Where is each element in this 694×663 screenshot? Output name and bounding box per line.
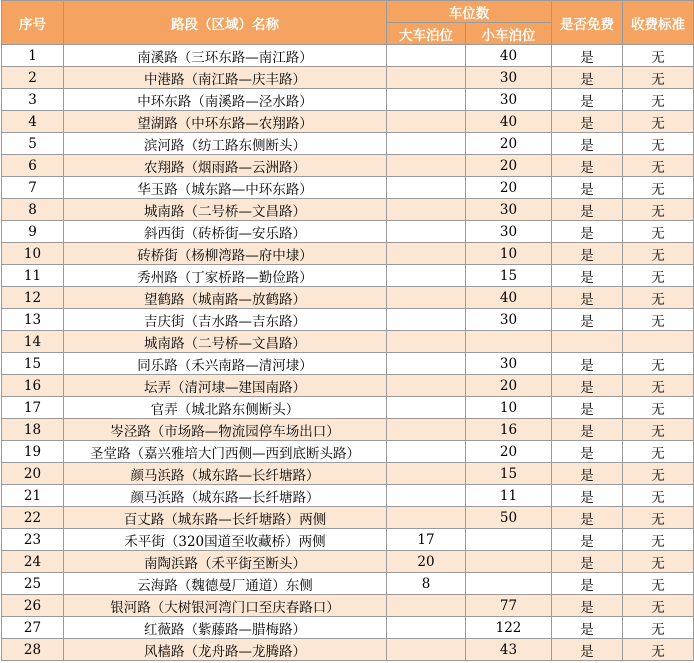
- table-row: [2, 155, 694, 177]
- cell-index: 6: [2, 155, 64, 177]
- table-header: [2, 1, 694, 45]
- cell-big: [387, 155, 466, 177]
- cell-fee: 无: [623, 287, 694, 309]
- cell-road: 斜西街（砖桥街—安乐路）: [64, 221, 387, 243]
- cell-small: 30: [466, 221, 552, 243]
- cell-big: [387, 331, 466, 353]
- table-row: [2, 595, 694, 617]
- cell-road: 砖桥街（杨柳湾路—府中埭）: [64, 243, 387, 265]
- cell-index: 23: [2, 529, 64, 551]
- table-row: [2, 177, 694, 199]
- table-row: [2, 331, 694, 353]
- cell-index: 2: [2, 67, 64, 89]
- cell-index: 7: [2, 177, 64, 199]
- table-row: [2, 551, 694, 573]
- cell-fee: 无: [623, 375, 694, 397]
- cell-free: 是: [552, 309, 623, 331]
- cell-index: 4: [2, 111, 64, 133]
- cell-road: 望鹤路（城南路—放鹤路）: [64, 287, 387, 309]
- cell-fee: [623, 331, 694, 353]
- cell-index: 3: [2, 89, 64, 111]
- cell-free: 是: [552, 375, 623, 397]
- cell-index: 11: [2, 265, 64, 287]
- table-row: [2, 573, 694, 595]
- cell-free: 是: [552, 67, 623, 89]
- cell-index: 18: [2, 419, 64, 441]
- cell-free: 是: [552, 45, 623, 67]
- cell-big: [387, 265, 466, 287]
- cell-fee: 无: [623, 67, 694, 89]
- cell-fee: 无: [623, 353, 694, 375]
- cell-big: 20: [387, 551, 466, 573]
- cell-fee: 无: [623, 441, 694, 463]
- cell-road: 望湖路（中环东路—农翔路）: [64, 111, 387, 133]
- cell-big: [387, 375, 466, 397]
- cell-free: 是: [552, 265, 623, 287]
- cell-small: 30: [466, 89, 552, 111]
- table-row: [2, 243, 694, 265]
- cell-free: 是: [552, 507, 623, 529]
- cell-small: 30: [466, 199, 552, 221]
- cell-free: 是: [552, 551, 623, 573]
- cell-small: 10: [466, 243, 552, 265]
- cell-fee: 无: [623, 419, 694, 441]
- cell-big: [387, 89, 466, 111]
- cell-index: 8: [2, 199, 64, 221]
- cell-free: 是: [552, 419, 623, 441]
- cell-free: 是: [552, 595, 623, 617]
- cell-big: [387, 287, 466, 309]
- cell-road: 官弄（城北路东侧断头）: [64, 397, 387, 419]
- cell-free: 是: [552, 353, 623, 375]
- table-row: [2, 353, 694, 375]
- cell-big: [387, 45, 466, 67]
- cell-small: 77: [466, 595, 552, 617]
- cell-road: 云海路（魏德曼厂通道）东侧: [64, 573, 387, 595]
- cell-big: [387, 595, 466, 617]
- cell-small: 20: [466, 155, 552, 177]
- cell-free: 是: [552, 617, 623, 639]
- cell-fee: 无: [623, 221, 694, 243]
- cell-road: 百丈路（城东路—长纤塘路）两侧: [64, 507, 387, 529]
- header-big: 大车泊位: [387, 23, 466, 45]
- cell-small: 20: [466, 375, 552, 397]
- cell-fee: 无: [623, 89, 694, 111]
- cell-road: 风樯路（龙舟路—龙腾路）: [64, 639, 387, 661]
- cell-road: 圣堂路（嘉兴雅培大门西侧—西到底断头路）: [64, 441, 387, 463]
- cell-free: 是: [552, 177, 623, 199]
- cell-small: [466, 331, 552, 353]
- cell-small: 20: [466, 177, 552, 199]
- cell-road: 华玉路（城东路—中环东路）: [64, 177, 387, 199]
- cell-index: 10: [2, 243, 64, 265]
- cell-index: 12: [2, 287, 64, 309]
- cell-index: 28: [2, 639, 64, 661]
- table-row: [2, 419, 694, 441]
- cell-fee: 无: [623, 133, 694, 155]
- cell-big: [387, 441, 466, 463]
- table-row: [2, 397, 694, 419]
- cell-fee: 无: [623, 463, 694, 485]
- cell-fee: 无: [623, 551, 694, 573]
- cell-fee: 无: [623, 111, 694, 133]
- cell-index: 17: [2, 397, 64, 419]
- header-small: 小车泊位: [466, 23, 552, 45]
- cell-road: 中港路（南江路—庆丰路）: [64, 67, 387, 89]
- cell-small: 40: [466, 111, 552, 133]
- cell-road: 秀州路（丁家桥路—勤俭路）: [64, 265, 387, 287]
- cell-free: 是: [552, 639, 623, 661]
- table-row: [2, 529, 694, 551]
- cell-big: [387, 309, 466, 331]
- cell-fee: 无: [623, 265, 694, 287]
- cell-big: [387, 111, 466, 133]
- cell-fee: 无: [623, 507, 694, 529]
- cell-index: 24: [2, 551, 64, 573]
- table-row: [2, 441, 694, 463]
- cell-fee: 无: [623, 639, 694, 661]
- cell-index: 20: [2, 463, 64, 485]
- cell-fee: 无: [623, 485, 694, 507]
- cell-small: 10: [466, 397, 552, 419]
- cell-fee: 无: [623, 243, 694, 265]
- cell-road: 颜马浜路（城东路—长纤塘路）: [64, 463, 387, 485]
- cell-small: 20: [466, 441, 552, 463]
- table-row: [2, 287, 694, 309]
- cell-index: 14: [2, 331, 64, 353]
- cell-free: 是: [552, 221, 623, 243]
- cell-road: 农翔路（烟雨路—云洲路）: [64, 155, 387, 177]
- cell-road: 南陶浜路（禾平街至断头）: [64, 551, 387, 573]
- cell-road: 同乐路（禾兴南路—清河埭）: [64, 353, 387, 375]
- cell-index: 26: [2, 595, 64, 617]
- cell-small: 15: [466, 463, 552, 485]
- cell-fee: 无: [623, 529, 694, 551]
- cell-small: [466, 573, 552, 595]
- table-row: [2, 639, 694, 661]
- cell-big: [387, 199, 466, 221]
- cell-small: 30: [466, 309, 552, 331]
- header-spaces: 车位数: [387, 1, 552, 23]
- table-row: [2, 45, 694, 67]
- cell-small: 30: [466, 353, 552, 375]
- cell-big: 8: [387, 573, 466, 595]
- cell-road: 城南路（二号桥—文昌路）: [64, 199, 387, 221]
- cell-fee: 无: [623, 573, 694, 595]
- cell-small: 50: [466, 507, 552, 529]
- cell-fee: 无: [623, 397, 694, 419]
- cell-big: [387, 507, 466, 529]
- cell-road: 颜马浜路（城东路—长纤塘路）: [64, 485, 387, 507]
- cell-index: 25: [2, 573, 64, 595]
- table-row: [2, 199, 694, 221]
- cell-road: 银河路（大树银河湾门口至庆春路口）: [64, 595, 387, 617]
- cell-free: 是: [552, 155, 623, 177]
- cell-small: 122: [466, 617, 552, 639]
- cell-free: 是: [552, 111, 623, 133]
- table-row: [2, 309, 694, 331]
- cell-fee: 无: [623, 617, 694, 639]
- table-row: [2, 111, 694, 133]
- cell-big: [387, 419, 466, 441]
- cell-small: [466, 529, 552, 551]
- cell-index: 1: [2, 45, 64, 67]
- cell-big: [387, 221, 466, 243]
- cell-road: 岑泾路（市场路—物流园停车场出口）: [64, 419, 387, 441]
- cell-big: 17: [387, 529, 466, 551]
- cell-free: 是: [552, 397, 623, 419]
- cell-index: 15: [2, 353, 64, 375]
- table-row: [2, 265, 694, 287]
- cell-small: 16: [466, 419, 552, 441]
- cell-index: 9: [2, 221, 64, 243]
- cell-index: 22: [2, 507, 64, 529]
- cell-free: 是: [552, 441, 623, 463]
- cell-free: [552, 331, 623, 353]
- cell-fee: 无: [623, 177, 694, 199]
- cell-road: 滨河路（纺工路东侧断头）: [64, 133, 387, 155]
- cell-small: 20: [466, 133, 552, 155]
- cell-small: 40: [466, 287, 552, 309]
- cell-road: 南溪路（三环东路—南江路）: [64, 45, 387, 67]
- header-free: 是否免费: [552, 1, 623, 45]
- table-row: [2, 133, 694, 155]
- cell-big: [387, 463, 466, 485]
- table-row: [2, 485, 694, 507]
- cell-small: 15: [466, 265, 552, 287]
- cell-fee: 无: [623, 45, 694, 67]
- cell-road: 中环东路（南溪路—泾水路）: [64, 89, 387, 111]
- table-row: [2, 463, 694, 485]
- cell-small: 43: [466, 639, 552, 661]
- cell-free: 是: [552, 287, 623, 309]
- table-row: [2, 375, 694, 397]
- table-row: [2, 507, 694, 529]
- cell-road: 禾平街（320国道至收藏桥）两侧: [64, 529, 387, 551]
- cell-index: 27: [2, 617, 64, 639]
- cell-fee: 无: [623, 595, 694, 617]
- cell-road: 城南路（二号桥—文昌路）: [64, 331, 387, 353]
- cell-big: [387, 617, 466, 639]
- cell-index: 5: [2, 133, 64, 155]
- table-body: [2, 45, 694, 661]
- cell-free: 是: [552, 463, 623, 485]
- cell-fee: 无: [623, 309, 694, 331]
- table-row: [2, 67, 694, 89]
- cell-big: [387, 133, 466, 155]
- cell-free: 是: [552, 199, 623, 221]
- header-index: 序号: [2, 1, 64, 45]
- cell-free: 是: [552, 243, 623, 265]
- cell-road: 吉庆街（吉水路—吉东路）: [64, 309, 387, 331]
- cell-big: [387, 353, 466, 375]
- cell-big: [387, 67, 466, 89]
- cell-big: [387, 243, 466, 265]
- table-row: [2, 221, 694, 243]
- cell-free: 是: [552, 529, 623, 551]
- cell-index: 19: [2, 441, 64, 463]
- header-fee: 收费标准: [623, 1, 694, 45]
- cell-big: [387, 639, 466, 661]
- cell-free: 是: [552, 573, 623, 595]
- cell-fee: 无: [623, 155, 694, 177]
- cell-road: 红薇路（紫藤路—腊梅路）: [64, 617, 387, 639]
- cell-road: 坛弄（清河埭—建国南路）: [64, 375, 387, 397]
- table-row: [2, 617, 694, 639]
- cell-free: 是: [552, 485, 623, 507]
- cell-small: [466, 551, 552, 573]
- cell-big: [387, 397, 466, 419]
- cell-small: 40: [466, 45, 552, 67]
- cell-free: 是: [552, 89, 623, 111]
- cell-index: 16: [2, 375, 64, 397]
- cell-big: [387, 177, 466, 199]
- table-row: [2, 89, 694, 111]
- parking-table: [1, 0, 694, 661]
- cell-free: 是: [552, 133, 623, 155]
- cell-big: [387, 485, 466, 507]
- header-road: 路段（区域）名称: [64, 1, 387, 45]
- cell-index: 13: [2, 309, 64, 331]
- cell-small: 11: [466, 485, 552, 507]
- cell-index: 21: [2, 485, 64, 507]
- cell-small: 30: [466, 67, 552, 89]
- cell-fee: 无: [623, 199, 694, 221]
